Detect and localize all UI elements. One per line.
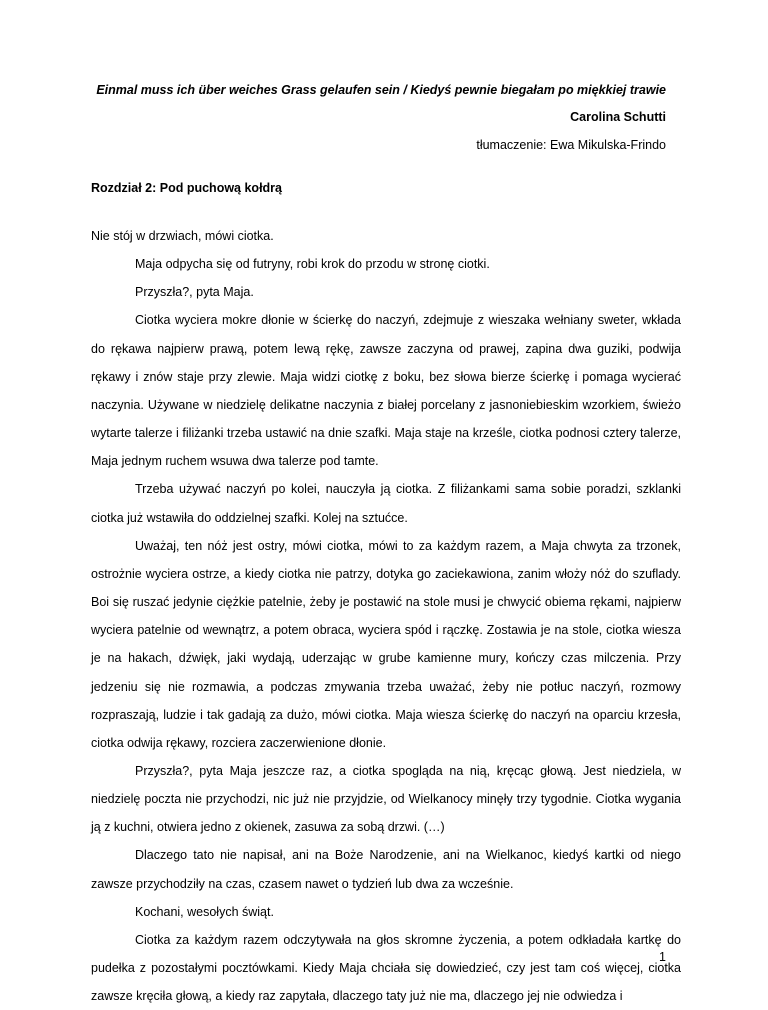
paragraph: Ciotka za każdym razem odczytywała na głos skromne życzenia, a potem odkładała kartkę do pudełka z pozostałymi pocztówkami. Kiedy Maja chciała się dowiedzieć, czy jest tam coś więcej, ciotka zawsze kręciła głową, a kiedy raz zapytała, dlaczego taty już nie ma, dlaczego jej nie odwiedza i — [91, 932, 681, 1004]
paragraph: Nie stój w drzwiach, mówi ciotka. — [91, 229, 274, 243]
paragraph: Ciotka wyciera mokre dłonie w ścierkę do naczyń, zdejmuje z wieszaka wełniany sweter, wkłada do rękawa najpierw prawą, potem lewą rękę, zawsze zaczyna od prawej, zapina dwa guziki, podwija rękawy i znów staje przy zlewie. Maja widzi ciotkę z boku, bez słowa bierze ścierkę i pomaga wycierać naczynia. Używane w niedzielę delikatne naczynia z białej porcelany z jasnoniebieskim wzorkiem, świeżo wytarte talerze i filiżanki trzeba ustawić na dnie szafki. Maja staje na krześle, ciotka podnosi cztery talerze, Maja jednym ruchem wsuwa dwa talerze pod tamte. — [91, 313, 681, 469]
paragraph: Kochani, wesołych świąt. — [135, 904, 274, 919]
chapter-title: Rozdział 2: Pod puchową kołdrą — [91, 181, 282, 195]
paragraph: Trzeba używać naczyń po kolei, nauczyła ją ciotka. Z filiżankami sama sobie poradzi, szklanki ciotka już wstawiła do oddzielnej szafki. Kolej na sztućce. — [91, 482, 681, 525]
body-text — [91, 222, 681, 1010]
author-name: Carolina Schutti — [570, 110, 666, 124]
paragraph: Przyszła?, pyta Maja. — [135, 285, 254, 300]
paragraph: Uważaj, ten nóż jest ostry, mówi ciotka, mówi to za każdym razem, a Maja chwyta za trzonek, ostrożnie wyciera ostrze, a kiedy ciotka nie patrzy, dotyka go zaciekawiona, zanim włoży nóż do szuflady. Boi się ruszać jedynie ciężkie patelnie, żeby je postawić na stole musi je chwycić obiema rękami, najpierw wyciera patelnie od wewnątrz, a potem obraca, wyciera spód i rączkę. Zostawia je na stole, ciotka wiesza je na hakach, dźwięk, jaki wydają, uderzając w grube kamienne mury, kończy czas milczenia. Przy jedzeniu się nie rozmawia, a podczas zmywania trzeba uważać, żeby nie potłuc naczyń, rozmowy rozpraszają, ludzie i tak gadają za dużo, mówi ciotka. Maja wiesza ścierkę do naczyń na oparciu krzesła, ciotka odwija rękawy, rozciera zaczerwienione dłonie. — [91, 538, 681, 750]
translator-credit: tłumaczenie: Ewa Mikulska-Frindo — [476, 138, 666, 152]
paragraph: Maja odpycha się od futryny, robi krok do przodu w stronę ciotki. — [135, 257, 490, 272]
page-number: 1 — [659, 950, 666, 964]
paragraph: Przyszła?, pyta Maja jeszcze raz, a ciotka spogląda na nią, kręcąc głową. Jest niedziela, w niedzielę poczta nie przychodzi, nic już nie przyjdzie, od Wielkanocy minęły trzy tygodnie. Ciotka wygania ją z kuchni, otwiera jedno z okienek, zasuwa za sobą drzwi. (…) — [91, 763, 681, 835]
document-title: Einmal muss ich über weiches Grass gelaufen sein / Kiedyś pewnie biegałam po miękkiej trawie — [96, 83, 666, 97]
paragraph: Dlaczego tato nie napisał, ani na Boże Narodzenie, ani na Wielkanoc, kiedyś kartki od niego zawsze przychodziły na czas, czasem nawet o tydzień lub dwa za wcześnie. — [91, 848, 681, 891]
